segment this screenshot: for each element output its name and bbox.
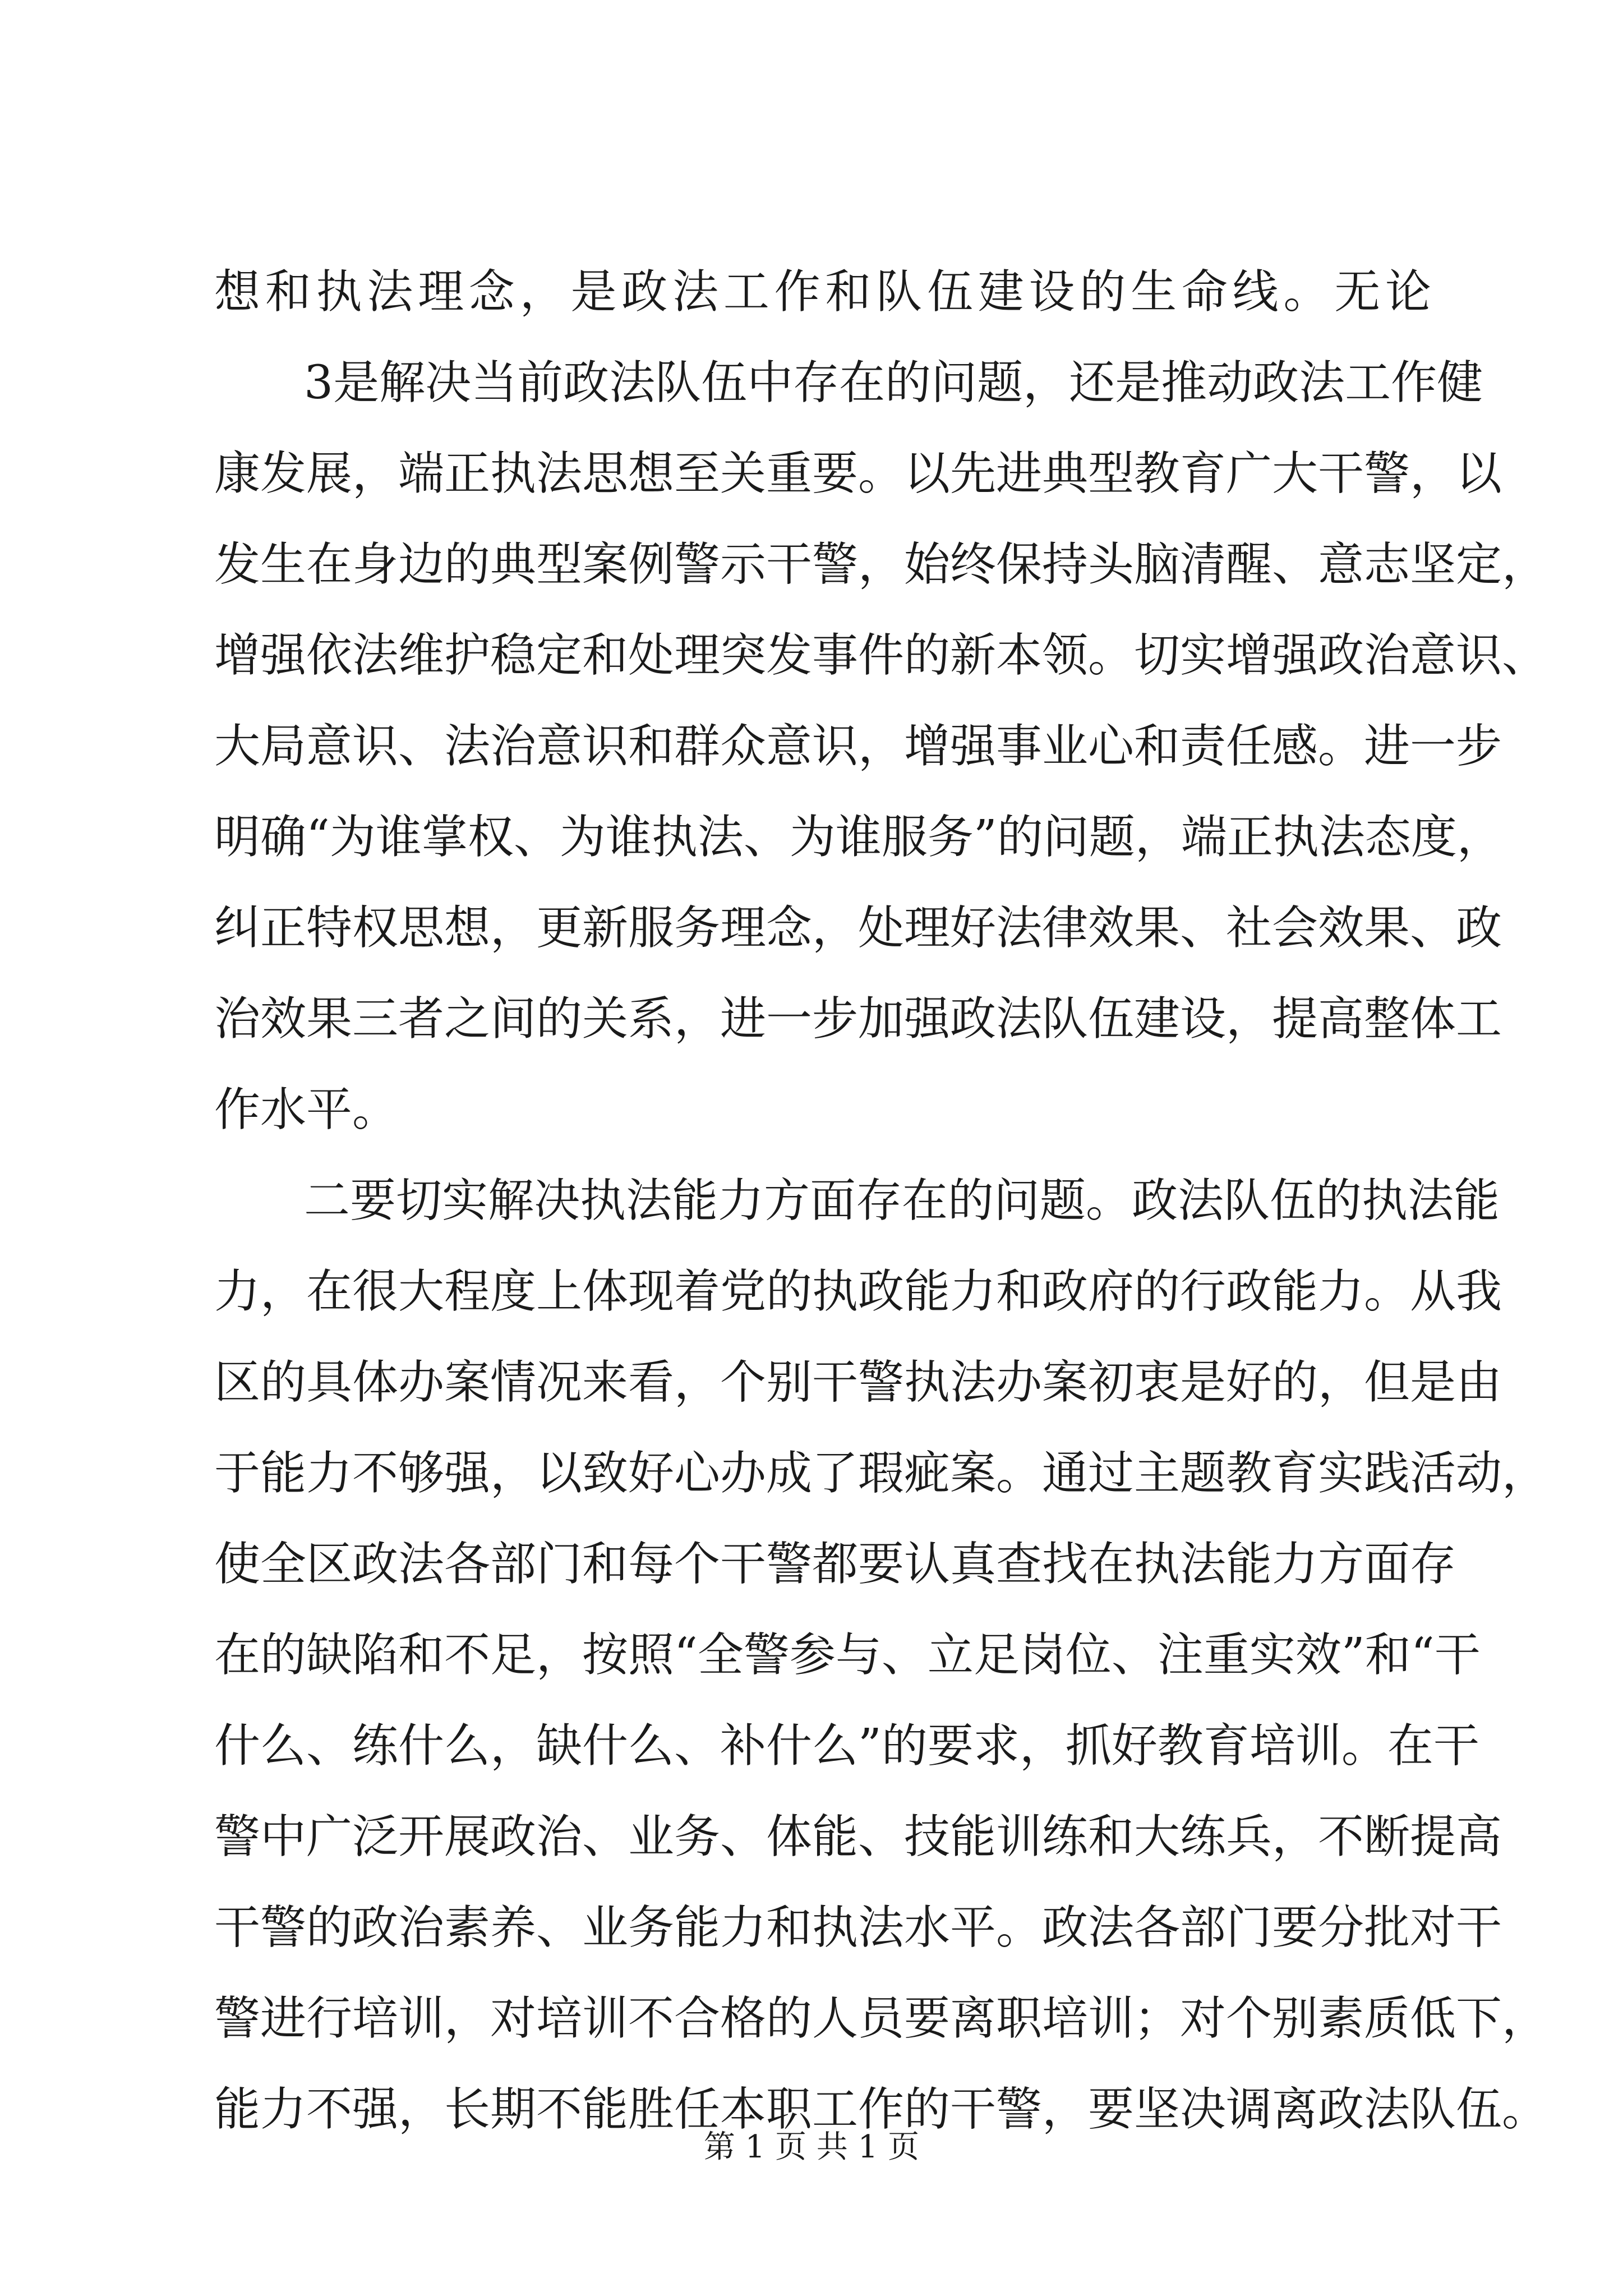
- page-footer: [0, 2125, 1623, 2170]
- text-line: 作水平。: [214, 1083, 399, 1137]
- text-line: 纠正特权思想，更新服务理念，处理好法律效果、社会效果、政: [214, 901, 1502, 955]
- text-line: 治效果三者之间的关系，进一步加强政法队伍建设，提高整体工: [214, 992, 1502, 1046]
- text-line: 什么、练什么，缺什么、补什么”的要求，抓好教育培训。在干: [214, 1719, 1479, 1773]
- text-line: 干警的政治素养、业务能力和执法水平。政法各部门要分批对干: [214, 1901, 1502, 1954]
- text-line: 区的具体办案情况来看，个别干警执法办案初衷是好的，但是由: [214, 1356, 1502, 1409]
- text-line: 在的缺陷和不足，按照“全警参与、立足岗位、注重实效”和“干: [214, 1628, 1481, 1682]
- document-body: [214, 247, 1548, 2155]
- text-line: 明确“为谁掌权、为谁执法、为谁服务”的问题，端正执法态度，: [214, 811, 1503, 864]
- text-line: 力，在很大程度上体现着党的执政能力和政府的行政能力。从我: [214, 1265, 1502, 1318]
- text-line: 使全区政法各部门和每个干警都要认真查找在执法能力方面存: [214, 1538, 1456, 1591]
- text-line: 想和执法理念，是政法工作和队伍建设的生命线。无论: [214, 265, 1431, 319]
- text-line: 警进行培训，对培训不合格的人员要离职培训；对个别素质低下，: [214, 1992, 1548, 2045]
- text-line: 于能力不够强，以致好心办成了瑕疵案。通过主题教育实践活动，: [214, 1447, 1548, 1500]
- text-line: 二要切实解决执法能力方面存在的问题。政法队伍的执法能: [304, 1174, 1500, 1227]
- text-line: 发生在身边的典型案例警示干警，始终保持头脑清醒、意志坚定，: [214, 538, 1548, 591]
- page-number-label: 第 1 页 共 1 页: [703, 2129, 920, 2165]
- text-line: 康发展，端正执法思想至关重要。以先进典型教育广大干警，以: [214, 447, 1502, 500]
- text-line: 3是解决当前政法队伍中存在的问题，还是推动政法工作健: [304, 356, 1483, 409]
- text-line: 增强依法维护稳定和处理突发事件的新本领。切实增强政治意识、: [214, 629, 1548, 682]
- text-line: 警中广泛开展政治、业务、体能、技能训练和大练兵，不断提高: [214, 1810, 1502, 1864]
- text-line: 能力不强，长期不能胜任本职工作的干警，要坚决调离政法队伍。: [214, 2083, 1548, 2136]
- text-line: 大局意识、法治意识和群众意识，增强事业心和责任感。进一步: [214, 720, 1502, 773]
